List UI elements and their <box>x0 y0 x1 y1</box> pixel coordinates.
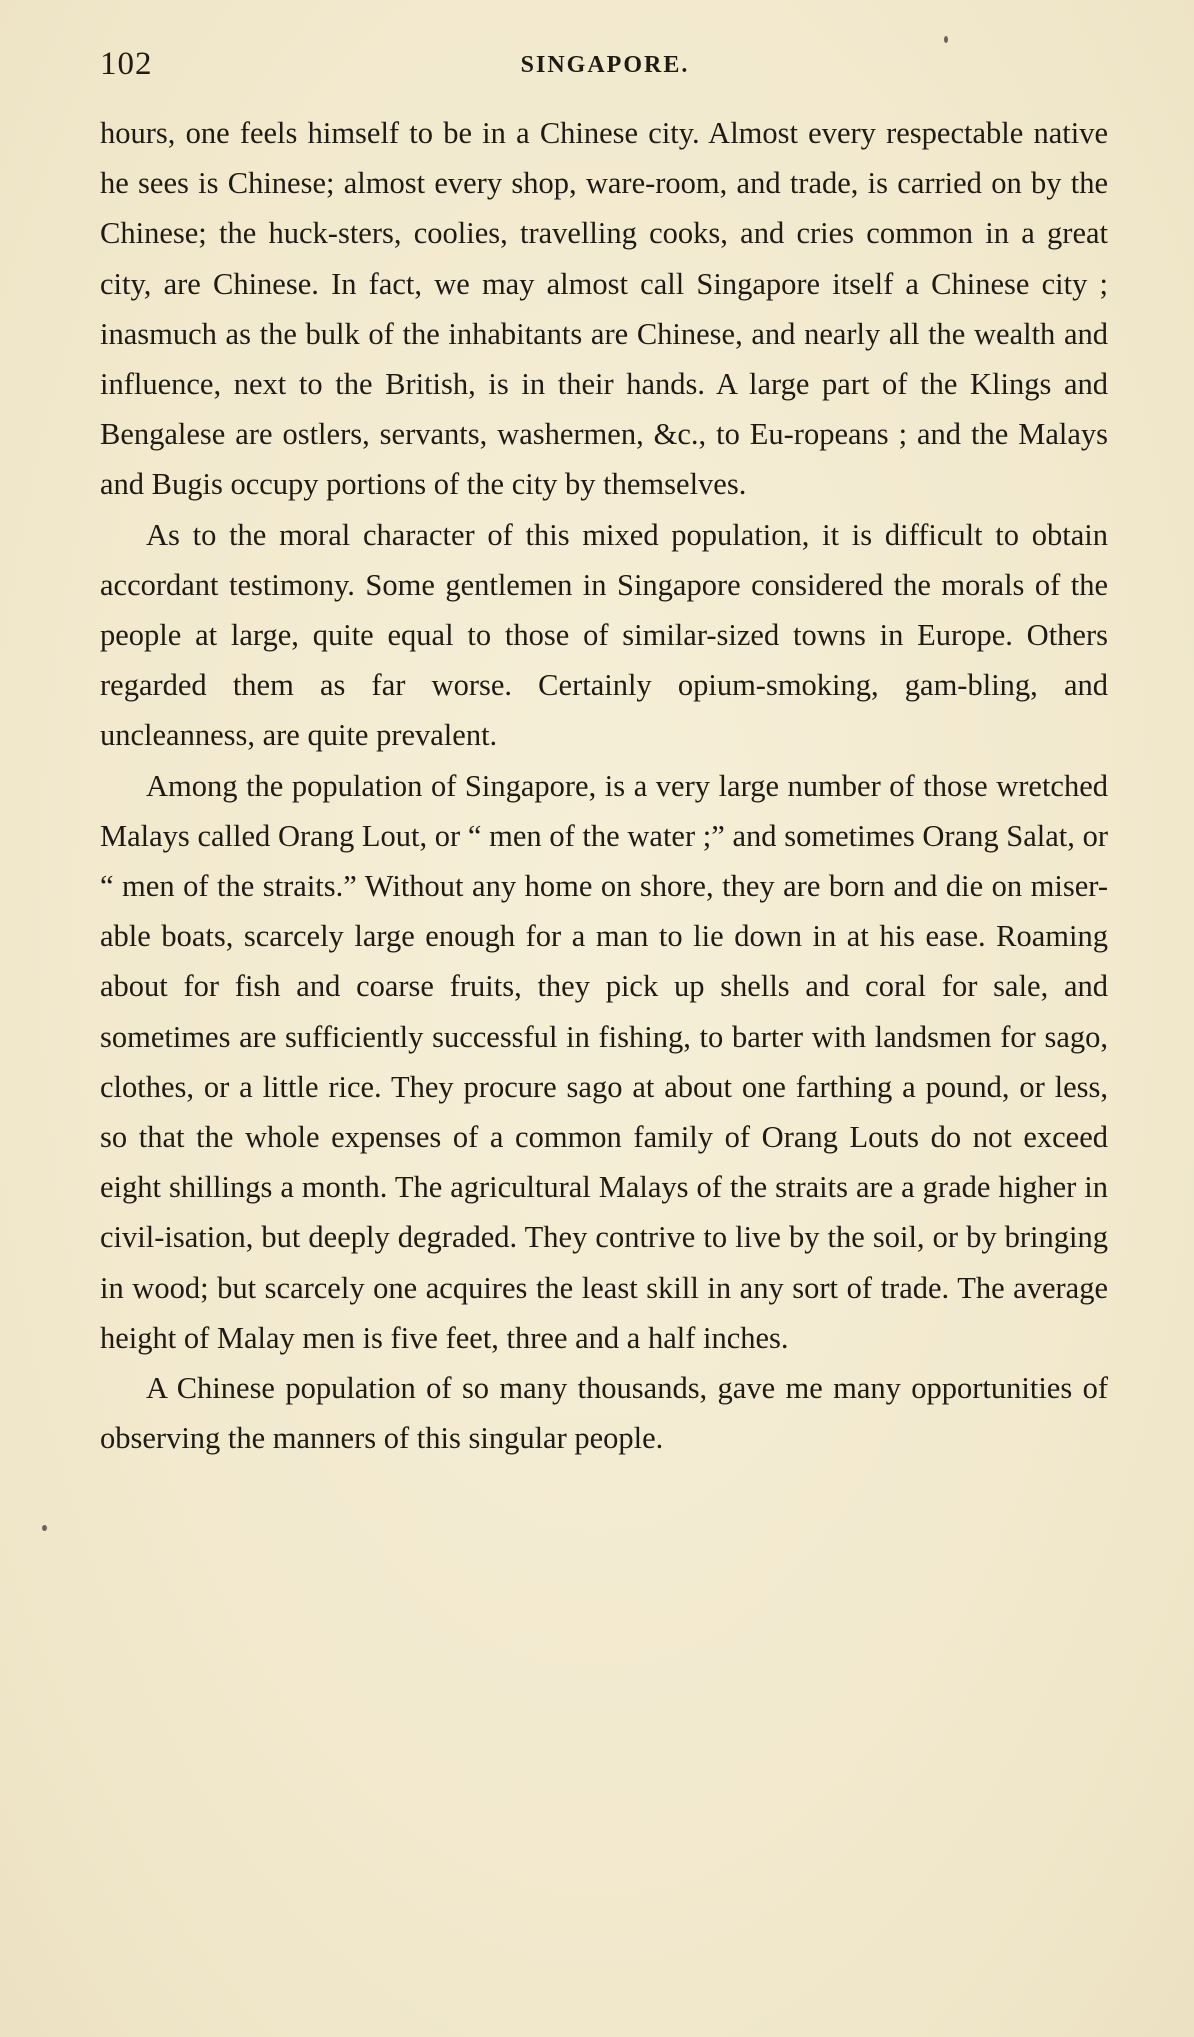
paragraph: Among the population of Singapore, is a very large number of those wretched Malays called Orang Lout, or “ men of the water ;” and sometimes Orang Salat, or “ men of the straits.” Without any home on shore, they are born and die on miser-able boats, scarcely large enough for a man to lie down in at his ease. Roaming about for fish and coarse fruits, they pick up shells and coral for sale, and sometimes are sufficiently successful in fishing, to barter with landsmen for sago, clothes, or a little rice. They procure sago at about one farthing a pound, or less, so that the whole expenses of a common family of Orang Louts do not exceed eight shillings a month. The agricultural Malays of the straits are a grade higher in civil-isation, but deeply degraded. They contrive to live by the soil, or by bringing in wood; but scarcely one acquires the least skill in any sort of trade. The average height of Malay men is five feet, three and a half inches. <box>100 768 1108 1355</box>
running-title: SINGAPORE. <box>520 52 690 78</box>
running-head <box>100 46 1110 86</box>
paragraph: As to the moral character of this mixed population, it is difficult to obtain accordant testimony. Some gentlemen in Singapore considered the morals of the people at large, quite equal to those of similar-sized towns in Europe. Others regarded them as far worse. Certainly opium-smoking, gam-bling, and uncleanness, are quite prevalent. <box>100 517 1108 753</box>
paragraph: hours, one feels himself to be in a Chinese city. Almost every respectable native he sees is Chinese; almost every shop, ware-room, and trade, is carried on by the Chinese; the huck-sters, coolies, travelling cooks, and cries common in a great city, are Chinese. In fact, we may almost call Singapore itself a Chinese city ; inasmuch as the bulk of the inhabitants are Chinese, and nearly all the wealth and influence, next to the British, is in their hands. A large part of the Klings and Bengalese are ostlers, servants, washermen, &c., to Eu-ropeans ; and the Malays and Bugis occupy portions of the city by themselves. <box>100 116 1108 502</box>
page-number: 102 <box>100 46 153 82</box>
paper-speck <box>944 36 948 43</box>
paper-speck <box>42 1525 47 1531</box>
body-text <box>100 108 1108 1463</box>
paragraph: A Chinese population of so many thousands, gave me many opportunities of observing the manners of this singular people. <box>100 1371 1108 1456</box>
